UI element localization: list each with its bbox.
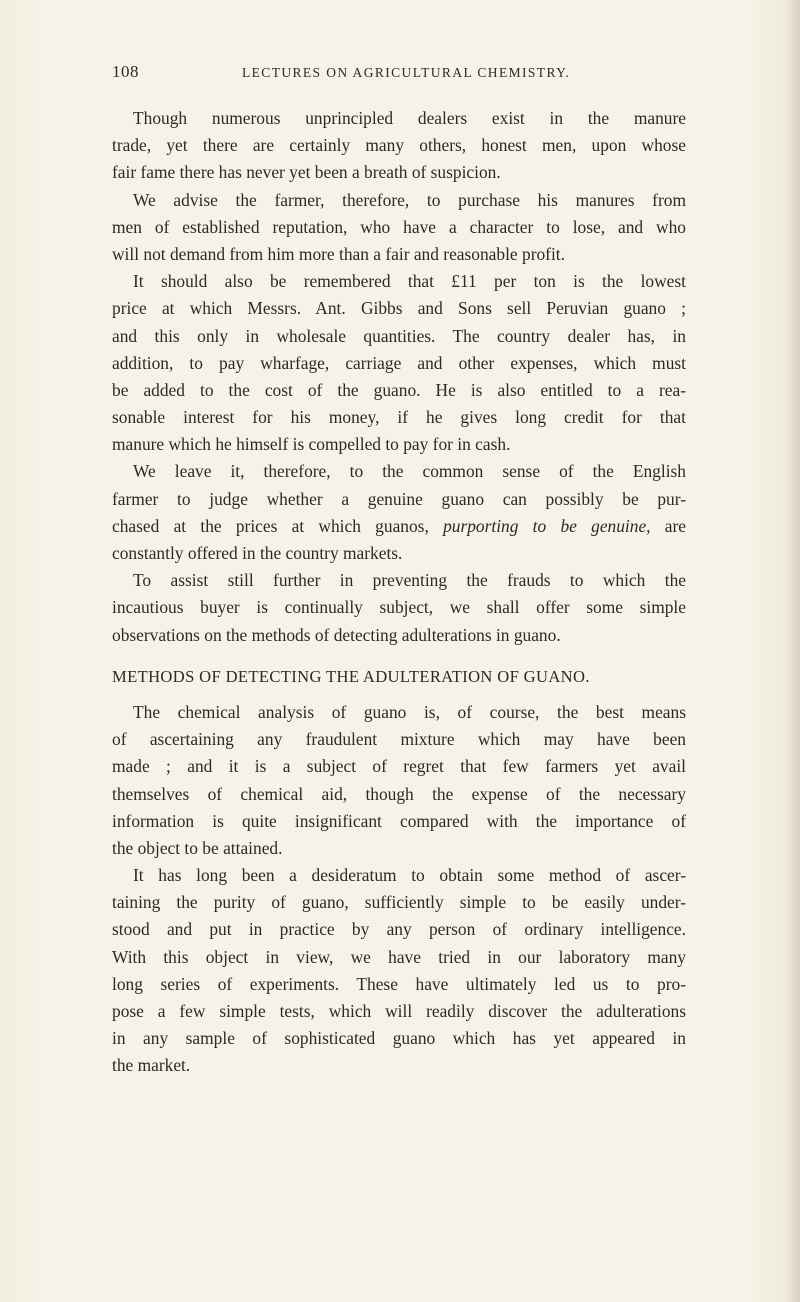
paragraph: [112, 699, 686, 862]
text-fragment: are: [650, 515, 687, 536]
text-line: trade, yet there are certainly many others, honest men, upon whose: [112, 135, 686, 156]
text-line: made ; and it is a subject of regret that few farmers yet avail: [112, 756, 686, 777]
text-fragment: chased at the prices at which guanos,: [112, 515, 444, 536]
page-edge-shadow: [786, 0, 800, 1302]
emphasized-phrase: purporting to be genuine,: [443, 515, 651, 536]
text-line: Though numerous unprincipled dealers exist in the manure: [133, 108, 686, 128]
text-line: observations on the methods of detecting adulterations in guano.: [112, 624, 561, 645]
text-line: the object to be attained.: [112, 837, 283, 858]
text-line: We leave it, therefore, to the common sense of the English: [133, 461, 686, 482]
paragraph: [112, 105, 686, 187]
text-line: taining the purity of guano, sufficiently simple to be easily under-: [112, 892, 686, 913]
text-line: themselves of chemical aid, though the expense of the necessary: [112, 783, 686, 804]
running-head: LECTURES ON AGRICULTURAL CHEMISTRY.: [242, 65, 571, 80]
text-line: of ascertaining any fraudulent mixture which may have been: [112, 729, 686, 750]
text-line: constantly offered in the country markets.: [112, 543, 403, 563]
text-line: sonable interest for his money, if he gives long credit for that: [112, 407, 686, 428]
paragraph: [112, 268, 686, 458]
paragraph: [112, 567, 686, 649]
text-line: To assist still further in preventing the frauds to which the: [133, 570, 686, 591]
text-line: manure which he himself is compelled to pay for in cash.: [112, 434, 511, 455]
page-number: 108: [112, 62, 139, 81]
text-line: The chemical analysis of guano is, of course, the best means: [133, 701, 686, 722]
text-line: We advise the farmer, therefore, to purchase his manures from: [133, 189, 686, 210]
text-line: stood and put in practice by any person of ordinary intelligence.: [112, 919, 686, 940]
section-heading: METHODS OF DETECTING THE ADULTERATION OF GUANO.: [112, 666, 590, 686]
paragraph: [112, 458, 686, 567]
paragraph: [112, 862, 686, 1080]
text-line: farmer to judge whether a genuine guano can possibly be pur-: [112, 488, 686, 509]
text-line: With this object in view, we have tried in our laboratory many: [112, 946, 686, 967]
text-line: will not demand from him more than a fair and reasonable profit.: [112, 243, 565, 264]
text-line: pose a few simple tests, which will readily discover the adulterations: [112, 1001, 686, 1021]
paragraph: [112, 187, 686, 269]
text-line: be added to the cost of the guano. He is also entitled to a rea-: [112, 379, 686, 400]
text-line: price at which Messrs. Ant. Gibbs and Sons sell Peruvian guano ;: [112, 298, 686, 319]
text-line: It should also be remembered that £11 per ton is the lowest: [133, 271, 686, 292]
text-line: fair fame there has never yet been a breath of suspicion.: [112, 162, 501, 183]
text-line-with-emphasis: [112, 513, 686, 540]
text-line: men of established reputation, who have a character to lose, and who: [112, 216, 686, 237]
text-line: addition, to pay wharfage, carriage and other expenses, which must: [112, 352, 686, 373]
text-line: information is quite insignificant compared with the importance of: [112, 810, 686, 831]
text-line: the market.: [112, 1055, 191, 1076]
text-line: in any sample of sophisticated guano which has yet appeared in: [112, 1028, 686, 1049]
text-line: and this only in wholesale quantities. The country dealer has, in: [112, 325, 686, 346]
text-line: long series of experiments. These have ultimately led us to pro-: [112, 973, 686, 994]
page-header: [112, 62, 687, 86]
text-line: It has long been a desideratum to obtain some method of ascer-: [133, 865, 686, 886]
text-line: incautious buyer is continually subject, we shall offer some simple: [112, 597, 686, 618]
body-text: [112, 105, 686, 1080]
